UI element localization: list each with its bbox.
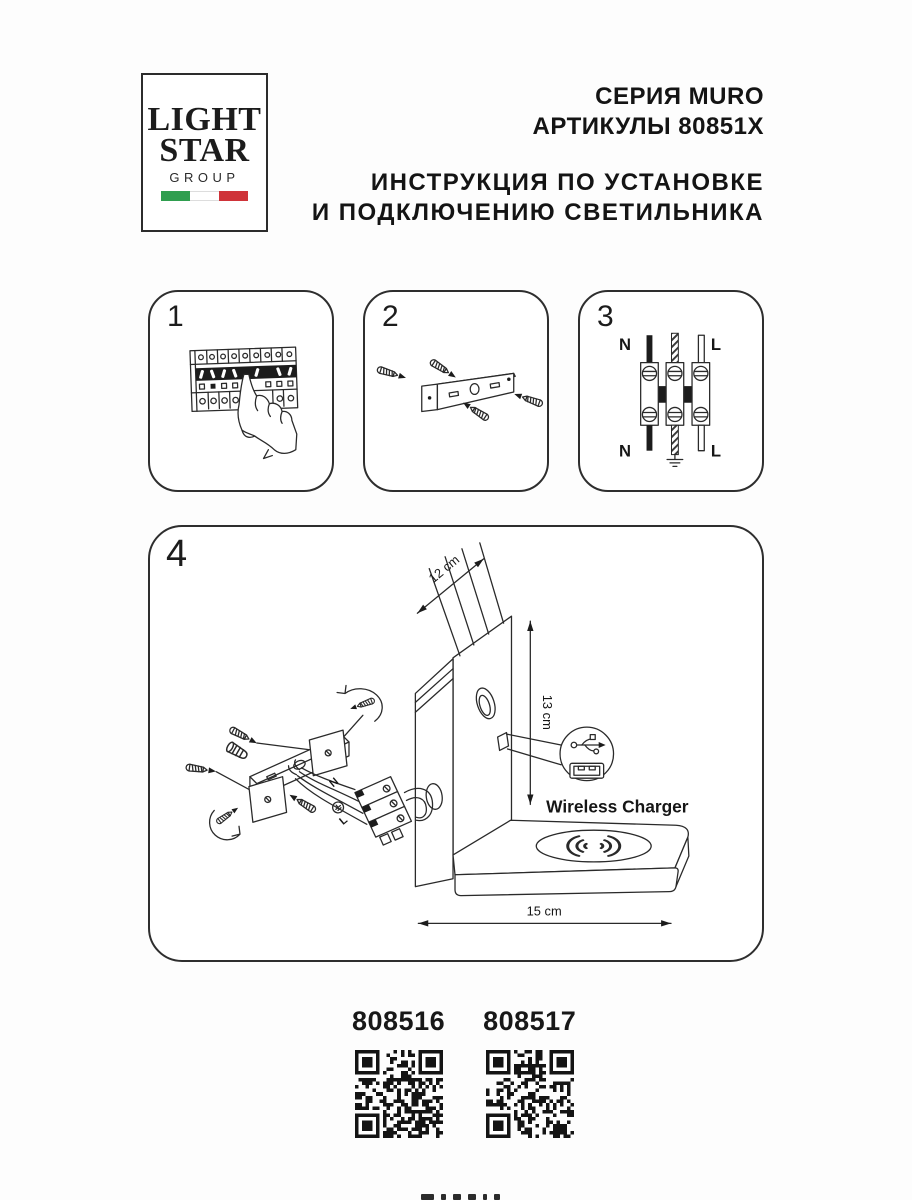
label-live-top: L [710, 334, 722, 354]
ground-icon [330, 800, 345, 815]
usb-port-icon [570, 763, 604, 778]
step4-assembly-diagram [150, 527, 762, 960]
terminal-block-diagram [641, 363, 710, 426]
instruction-title-line1: ИНСТРУКЦИЯ ПО УСТАНОВКЕ [370, 169, 764, 196]
rotation-arrow [210, 805, 240, 839]
qr-item [352, 1006, 445, 1138]
step-number: 3 [597, 300, 614, 333]
svg-text:13 cm: 13 cm [540, 694, 556, 730]
dimension-15cm [418, 903, 671, 926]
live-wire [698, 335, 704, 362]
label-neutral: N [327, 775, 342, 790]
step-2-panel [363, 290, 549, 492]
wall-anchor-icon [225, 741, 249, 761]
flag-red-stripe [219, 191, 248, 201]
article-code: 808516 [352, 1006, 446, 1036]
label-live: L [337, 814, 351, 828]
step-number: 2 [382, 300, 399, 333]
label-neutral-top: N [619, 334, 632, 354]
svg-text:15 cm: 15 cm [526, 903, 562, 919]
mounting-assembly [186, 686, 412, 846]
qr-code [486, 1050, 574, 1138]
article-qr-section [352, 1006, 576, 1138]
usb-callout [507, 727, 614, 781]
series-title: СЕРИЯ MURO [595, 83, 764, 110]
dimension-12cm [417, 552, 483, 613]
lightstar-logo [141, 73, 268, 232]
svg-text:12 cm: 12 cm [425, 551, 463, 586]
articles-title: АРТИКУЛЫ 80851X [532, 113, 764, 140]
flag-green-stripe [161, 191, 190, 201]
logo-word-star: STAR [159, 132, 250, 169]
screw-icon [186, 764, 217, 775]
cut-off-text-fragment [421, 1194, 500, 1200]
instruction-title-line2: И ПОДКЛЮЧЕНИЮ СВЕТИЛЬНИКА [311, 199, 764, 226]
step-1-panel [148, 290, 334, 492]
qr-code [355, 1050, 443, 1138]
dimension-13cm [527, 621, 555, 804]
screw-icon [377, 366, 407, 381]
header [312, 82, 764, 228]
screw-icon [429, 358, 458, 380]
logo-word-group: GROUP [169, 170, 240, 186]
italian-flag-icon [161, 191, 249, 201]
step-4-panel [148, 525, 764, 962]
label-live-bottom: L [710, 441, 722, 461]
rotation-arrow [337, 686, 382, 722]
instruction-title [312, 168, 764, 228]
step-number: 4 [166, 533, 188, 575]
screw-icon [513, 391, 543, 407]
article-code: 808517 [483, 1006, 577, 1036]
ground-icon [667, 455, 683, 467]
earth-wire [671, 333, 678, 362]
qr-item [483, 1006, 576, 1138]
terminal-block [355, 777, 411, 845]
label-neutral-bottom: N [619, 441, 632, 461]
flag-white-stripe [190, 191, 219, 201]
wireless-charger-label: Wireless Charger [546, 796, 689, 817]
step-number: 1 [167, 300, 184, 333]
neutral-wire [647, 335, 653, 362]
logo-word-light: LIGHT [147, 100, 262, 138]
screw-icon [288, 792, 317, 814]
step-3-panel [578, 290, 764, 492]
